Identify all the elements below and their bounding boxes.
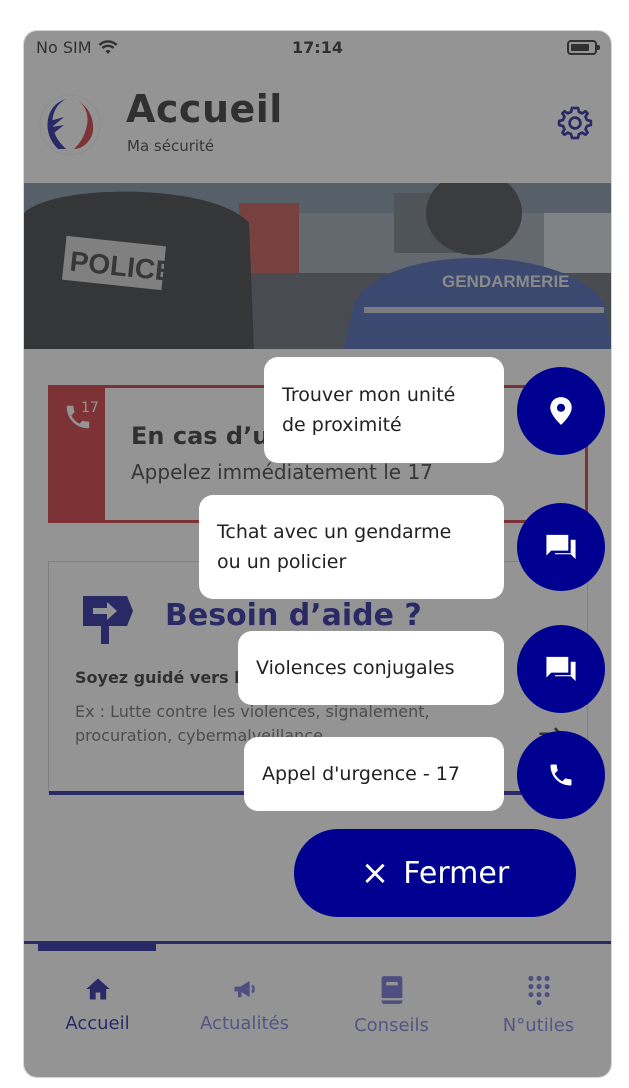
fab-label-violences[interactable]: [238, 631, 504, 705]
chat-icon: [544, 654, 578, 684]
fab-label-line: Trouver mon unité: [282, 384, 456, 406]
chat-icon: [544, 532, 578, 562]
find-unit-button[interactable]: [517, 367, 605, 455]
phone-icon: [547, 761, 575, 789]
fab-label-trouver-unite[interactable]: [264, 357, 504, 463]
emergency-call-button[interactable]: [517, 731, 605, 819]
violences-button[interactable]: [517, 625, 605, 713]
fab-label-line: Violences conjugales: [256, 657, 455, 679]
fab-label-line: de proximité: [282, 414, 402, 436]
phone-screen: [23, 30, 612, 1078]
fab-label-tchat[interactable]: [199, 495, 504, 599]
close-menu-button[interactable]: [294, 829, 576, 917]
close-icon: ×: [360, 853, 390, 893]
fab-label-appel-urgence[interactable]: [244, 737, 504, 811]
location-pin-icon: [548, 396, 574, 426]
chat-button[interactable]: [517, 503, 605, 591]
close-label: Fermer: [403, 855, 510, 891]
fab-label-line: Appel d'urgence - 17: [262, 763, 460, 785]
fab-label-line: ou un policier: [217, 551, 347, 573]
fab-label-line: Tchat avec un gendarme: [217, 521, 452, 543]
